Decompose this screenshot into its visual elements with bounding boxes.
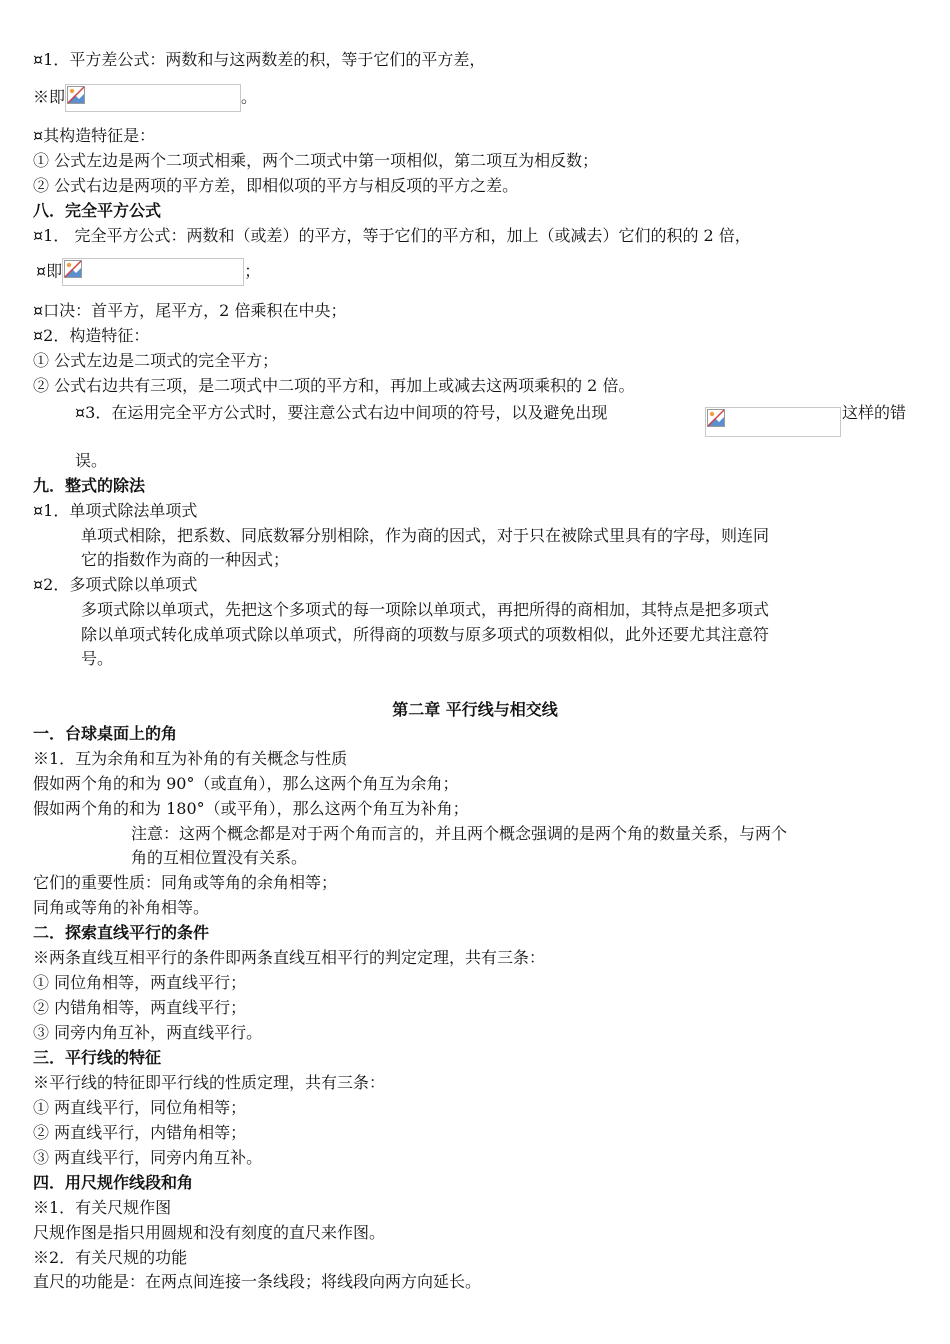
section-heading: 九．整式的除法 xyxy=(33,476,146,495)
text-line: 号。 xyxy=(81,649,114,668)
section-heading: 八．完全平方公式 xyxy=(33,201,162,220)
section-heading: 二．探索直线平行的条件 xyxy=(33,923,210,942)
formula-image xyxy=(65,84,241,112)
text-line: ② 内错角相等，两直线平行； xyxy=(33,998,247,1017)
text-line: ① 两直线平行，同位角相等； xyxy=(33,1098,247,1117)
text-line: ¤1．平方差公式：两数和与这两数差的积，等于它们的平方差， xyxy=(33,50,486,69)
text-line: ② 公式右边是两项的平方差，即相似项的平方与相反项的平方之差。 xyxy=(33,176,519,195)
chapter-title: 第二章 平行线与相交线 xyxy=(392,700,558,719)
text-line: ¤其构造特征是： xyxy=(33,126,156,145)
formula-line xyxy=(36,258,260,282)
text-line: 这样的错 xyxy=(842,403,907,422)
formula-image xyxy=(62,258,244,286)
text-line: ② 两直线平行，内错角相等； xyxy=(33,1123,247,1142)
formula-image xyxy=(705,407,841,437)
text-line: 单项式相除，把系数、同底数幂分别相除，作为商的因式，对于只在被除式里具有的字母，则连同 xyxy=(81,526,770,545)
text-line: ※平行线的特征即平行线的性质定理，共有三条： xyxy=(33,1073,386,1092)
text-line: 假如两个角的和为 90°（或直角），那么这两个角互为余角； xyxy=(33,774,459,793)
text-span: 。 xyxy=(241,87,258,107)
section-heading: 三．平行线的特征 xyxy=(33,1048,162,1067)
broken-image-icon xyxy=(707,409,725,427)
text-line: 同角或等角的补角相等。 xyxy=(33,898,210,917)
text-line: ② 公式右边共有三项，是二项式中二项的平方和，再加上或减去这两项乘积的 2 倍。 xyxy=(33,376,635,395)
text-span: ¤即 xyxy=(36,261,63,281)
text-line: 它们的重要性质：同角或等角的余角相等； xyxy=(33,873,338,892)
text-line: 误。 xyxy=(75,451,108,470)
broken-image-icon xyxy=(64,260,82,278)
text-span: ※即 xyxy=(33,87,66,107)
broken-image-icon xyxy=(67,86,85,104)
text-line: ※两条直线互相平行的条件即两条直线互相平行的判定定理，共有三条： xyxy=(33,948,546,967)
formula-line xyxy=(33,84,257,108)
text-line: 它的指数作为商的一种因式； xyxy=(81,550,290,569)
text-line: ① 公式左边是两个二项式相乘，两个二项式中第一项相似，第二项互为相反数； xyxy=(33,151,599,170)
text-line: ① 同位角相等，两直线平行； xyxy=(33,973,247,992)
text-line: ¤2．构造特征： xyxy=(33,326,150,345)
text-line: ¤2．多项式除以单项式 xyxy=(33,575,198,594)
text-line: ¤1． 完全平方公式：两数和（或差）的平方，等于它们的平方和，加上（或减去）它们的积的 2 倍， xyxy=(33,226,751,245)
text-line: 除以单项式转化成单项式除以单项式，所得商的项数与原多项式的项数相似，此外还要尤其注意符 xyxy=(81,625,770,644)
text-line: ① 公式左边是二项式的完全平方； xyxy=(33,351,279,370)
text-line: ※1．互为余角和互为补角的有关概念与性质 xyxy=(33,749,348,768)
text-line: ※2．有关尺规的功能 xyxy=(33,1248,188,1267)
section-heading: 四．用尺规作线段和角 xyxy=(33,1173,194,1192)
text-line: 注意：这两个概念都是对于两个角而言的，并且两个概念强调的是两个角的数量关系，与两个 xyxy=(131,824,788,843)
text-line: ※1．有关尺规作图 xyxy=(33,1198,172,1217)
text-line: 角的互相位置没有关系。 xyxy=(131,848,308,867)
section-heading: 一．台球桌面上的角 xyxy=(33,724,178,743)
text-line: 尺规作图是指只用圆规和没有刻度的直尺来作图。 xyxy=(33,1223,386,1242)
text-line: ¤口决：首平方，尾平方，2 倍乘积在中央； xyxy=(33,301,347,320)
text-line: 假如两个角的和为 180°（或平角），那么这两个角互为补角； xyxy=(33,799,469,818)
text-line: ③ 两直线平行，同旁内角互补。 xyxy=(33,1148,263,1167)
text-line: ③ 同旁内角互补，两直线平行。 xyxy=(33,1023,263,1042)
text-line: ¤3．在运用完全平方公式时，要注意公式右边中间项的符号，以及避免出现 xyxy=(75,403,608,422)
text-line: 多项式除以单项式，先把这个多项式的每一项除以单项式，再把所得的商相加，其特点是把多项式 xyxy=(81,600,770,619)
text-line: ¤1．单项式除法单项式 xyxy=(33,501,198,520)
text-line: 直尺的功能是：在两点间连接一条线段；将线段向两方向延长。 xyxy=(33,1272,482,1291)
text-span: ； xyxy=(244,261,261,281)
